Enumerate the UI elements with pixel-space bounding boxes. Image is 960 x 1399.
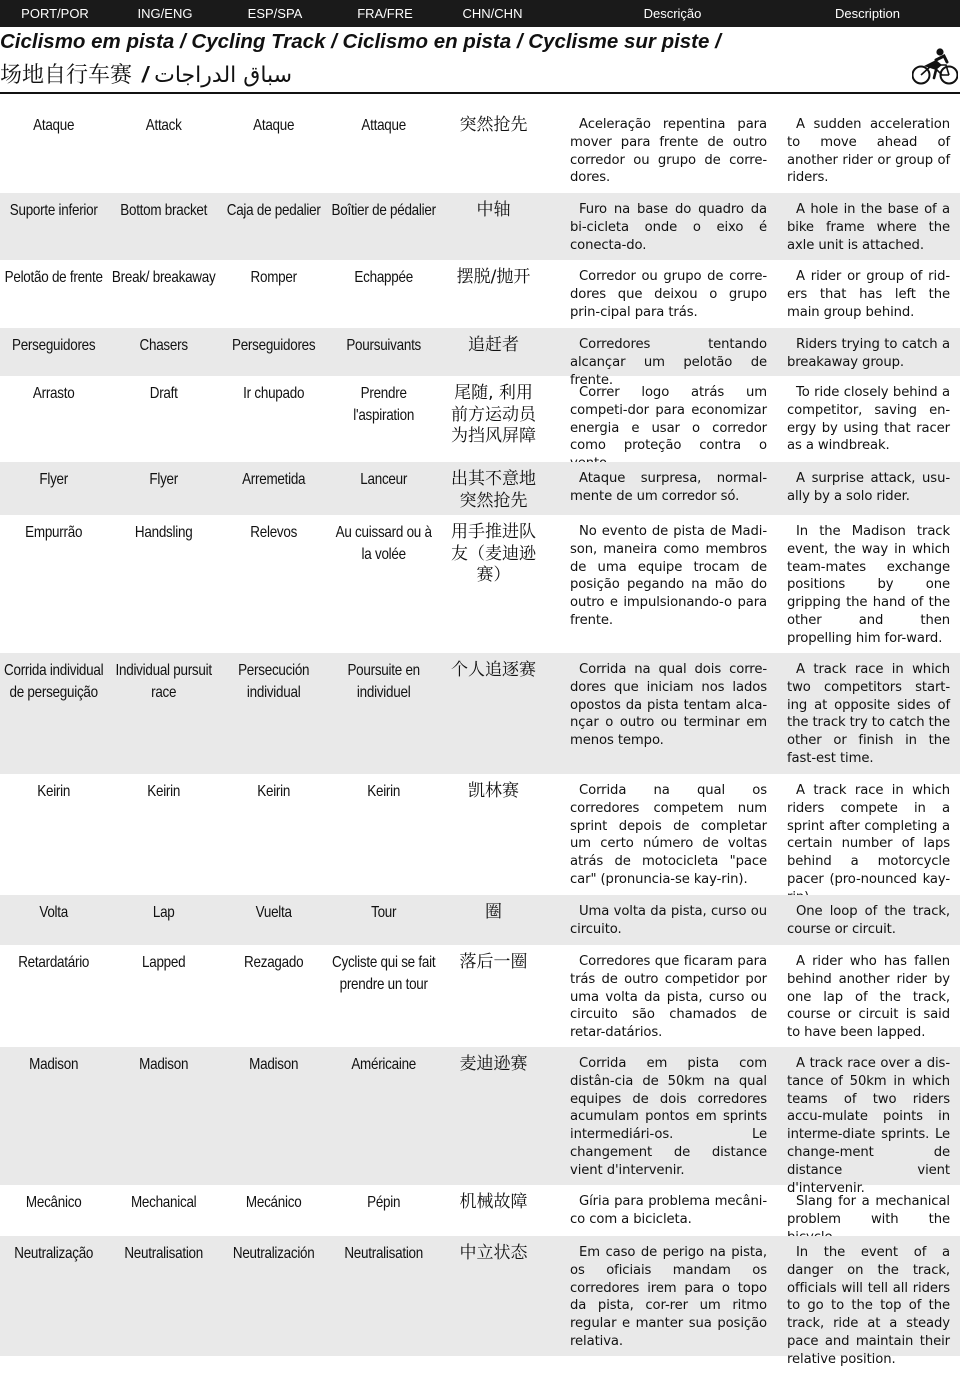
term-spa: Perseguidores (231, 337, 316, 354)
table-row (0, 376, 960, 462)
term-eng: Draft (149, 385, 178, 402)
table-row (0, 515, 960, 653)
term-fra: Prendre l'aspiration (353, 385, 414, 424)
description-en: A track race in which riders compete in a sprint after completing a certain number of laps behind a motorcycle pacer (pro-nounced kay- (787, 783, 950, 887)
term-chn: 机械故障 (459, 1192, 528, 1212)
term-por: Perseguidores (11, 337, 96, 354)
term-fra: Pépin (366, 1194, 401, 1211)
title-separator: / (142, 62, 149, 87)
description-pt: No evento de pista de Madi-son, maneira como membros de uma equipe trocam de posição pegando na mão do outro e impulsionando-o para frente. (570, 524, 767, 628)
table-row (0, 653, 960, 774)
term-por: Keirin (37, 783, 70, 800)
description-pt: Ataque surpresa, normal-mente de um corredor só. (570, 471, 767, 504)
term-chn: 出其不意地突然抢先 (451, 469, 536, 511)
term-fra: Echappée (354, 269, 413, 286)
table-row (0, 945, 960, 1047)
column-header-bar (0, 0, 960, 27)
description-en: A track race in which two competitors start-ing at opposite sides of the track try to catch the other or finish in the fast-est time. (787, 662, 950, 766)
term-eng: Break/ breakaway (111, 269, 216, 286)
page-subtitle (0, 58, 880, 89)
term-fra: Tour (370, 904, 397, 921)
term-chn: 中立状态 (459, 1243, 528, 1263)
term-chn: 中轴 (476, 200, 511, 220)
description-en: One loop of the track, course or circuit. (787, 904, 950, 937)
term-eng: Lap (152, 904, 175, 921)
term-spa: Relevos (250, 524, 297, 541)
term-spa: Caja de pedalier (226, 202, 321, 219)
term-fra: Poursuivants (346, 337, 421, 354)
term-chn: 用手推进队友（麦迪逊赛） (451, 522, 536, 585)
term-spa: Keirin (257, 783, 290, 800)
term-por: Corrida individual de perseguição (3, 662, 104, 701)
term-chn: 摆脱/抛开 (456, 267, 531, 287)
term-chn: 突然抢先 (459, 115, 528, 135)
table-row (0, 462, 960, 515)
term-fra: Boîtier de pédalier (331, 202, 436, 219)
term-spa: Romper (250, 269, 297, 286)
term-por: Flyer (39, 471, 68, 488)
description-en: A hole in the base of a bike frame where the axle unit is attached. (787, 202, 950, 253)
term-fra: Cycliste qui se fait prendre un tour (331, 954, 436, 993)
term-por: Retardatário (18, 954, 89, 971)
term-chn: 个人追逐赛 (451, 660, 536, 680)
term-spa: Neutralización (232, 1245, 315, 1262)
term-spa: Madison (248, 1056, 299, 1073)
column-header-spa: ESP/SPA (247, 6, 303, 21)
description-pt: Gíria para problema mecâni-co com a bicicleta. (570, 1194, 767, 1227)
description-pt: Corrida em pista com distân-cia de 50km na qual equipes de dois corredores acumulam pontos em sprints intermediári-os. Le changement de distance vient d'intervenir. (570, 1056, 767, 1178)
term-spa: Vuelta (255, 904, 292, 921)
table-row (0, 108, 960, 193)
term-por: Ataque (32, 117, 75, 134)
term-por: Empurrão (24, 524, 82, 541)
term-por: Mecânico (25, 1194, 82, 1211)
title-divider (0, 92, 960, 94)
term-fra: Keirin (367, 783, 400, 800)
description-pt: Corredores que ficaram para trás de outro competidor por uma volta da pista, curso ou circuito são chamados de retar-datários. (570, 954, 767, 1041)
term-por: Neutralização (14, 1245, 93, 1262)
column-header-por: PORT/POR (21, 6, 89, 21)
term-spa: Arremetida (241, 471, 306, 488)
term-fra: Américaine (351, 1056, 416, 1073)
table-row (0, 1185, 960, 1236)
table-row (0, 260, 960, 328)
term-eng: Individual pursuit race (115, 662, 212, 701)
term-eng: Neutralisation (124, 1245, 203, 1262)
term-fra: Neutralisation (344, 1245, 423, 1262)
table-row (0, 1236, 960, 1367)
term-spa: Persecución individual (237, 662, 310, 701)
term-eng: Keirin (147, 783, 180, 800)
term-chn: 尾随, 利用前方运动员为挡风屏障 (451, 383, 536, 446)
term-eng: Flyer (149, 471, 178, 488)
table-row (0, 1047, 960, 1196)
description-pt: Furo na base do quadro da bi-cicleta onde o eixo é conecta-do. (570, 202, 767, 253)
column-header-description: Description (834, 6, 901, 21)
term-spa: Mecánico (245, 1194, 302, 1211)
title-arabic: سباق الدراجات (154, 63, 293, 88)
term-spa: Rezagado (243, 954, 304, 971)
term-fra: Poursuite en individuel (347, 662, 420, 701)
column-header-fra: FRA/FRE (357, 6, 413, 21)
description-pt: Corredores tentando alcançar um pelotão de frente. (570, 337, 767, 388)
page-title: Ciclismo em pista / Cycling Track / Ciclismo en pista / Cyclisme sur piste / (0, 30, 721, 53)
description-en: Slang for a mechanical problem with the (787, 1194, 950, 1227)
term-chn: 麦迪逊赛 (459, 1054, 528, 1074)
description-pt: Corrida na qual dois corre-dores que iniciam nos lados opostos da pista tentam alca-nçar o outro ou terminar em menos tempo. (570, 662, 767, 749)
description-pt: Corredor ou grupo de corre-dores que deixou o grupo prin-cipal para trás. (570, 269, 767, 320)
column-header-descricao: Descrição (643, 6, 702, 21)
term-fra: Attaque (361, 117, 406, 134)
term-eng: Mechanical (130, 1194, 197, 1211)
cyclist-icon (912, 46, 958, 86)
term-eng: Handsling (134, 524, 193, 541)
term-eng: Bottom bracket (120, 202, 207, 219)
term-fra: Lanceur (360, 471, 407, 488)
term-eng: Madison (138, 1056, 189, 1073)
term-fra: Au cuissard ou à la volée (335, 524, 432, 563)
term-chn: 凯林赛 (468, 781, 519, 801)
term-por: Volta (39, 904, 68, 921)
column-header-chn: CHN/CHN (462, 6, 523, 21)
term-eng: Chasers (139, 337, 188, 354)
column-header-eng: ING/ENG (137, 6, 193, 21)
description-en: Riders trying to catch a breakaway group. (787, 337, 950, 370)
description-pt: Uma volta da pista, curso ou circuito. (570, 904, 767, 937)
description-pt: Aceleração repentina para mover para frente de outro corredor ou grupo de corre-dores. (570, 117, 767, 186)
description-en: A rider or group of rid-ers that has left the main group behind. (787, 269, 950, 320)
term-chn: 圈 (485, 902, 502, 922)
term-eng: Lapped (141, 954, 186, 971)
term-por: Suporte inferior (9, 202, 98, 219)
term-eng: Attack (145, 117, 182, 134)
description-en: A rider who has fallen behind another rider by one lap of the track, course or circuit is said to have been lapped. (787, 954, 950, 1041)
term-spa: Ir chupado (242, 385, 304, 402)
description-en: A track race over a dis-tance of 50km in which teams of two riders accu-mulate points in interme-diate sprints. Le change-ment de distance vient d'intervenir. (787, 1056, 950, 1196)
title-chinese: 场地自行车赛 (0, 63, 133, 88)
description-en: In the event of a danger on the track, officials will tell all riders to go to the top of the track, ride at a steady pace and maintain their relative position. (787, 1245, 950, 1367)
term-chn: 追赶者 (468, 335, 519, 355)
term-por: Arrasto (32, 385, 75, 402)
description-en: To ride closely behind a competitor, saving en-ergy by using that racer as a windbreak. (787, 385, 950, 454)
term-chn: 落后一圈 (459, 952, 528, 972)
description-pt: Em caso de perigo na pista, os oficiais mandam os corredores irem para o topo da pista, cor-rer um ritmo regular e manter sua posição relativa. (570, 1245, 767, 1349)
description-pt: Correr logo atrás um competi-dor para economizar energia e usar o corredor como proteção contra o (570, 385, 767, 454)
description-en: A sudden acceleration to move ahead of another rider or group of riders. (787, 117, 950, 186)
table-row (0, 774, 960, 895)
table-row (0, 193, 960, 260)
term-spa: Ataque (252, 117, 295, 134)
table-row (0, 895, 960, 945)
term-por: Madison (28, 1056, 79, 1073)
description-pt: Corrida na qual os corredores competem num sprint depois de completar um certo número de voltas atrás de motocicleta "pace car" (pronuncia-se kay-rin). (570, 783, 767, 887)
table-row (0, 328, 960, 388)
description-en: In the Madison track event, the way in which team-mates exchange positions by one gripping the hand of the other and then propelling him for-ward. (787, 524, 950, 646)
term-por: Pelotão de frente (4, 269, 103, 286)
description-en: A surprise attack, usu-ally by a solo rider. (787, 471, 950, 504)
